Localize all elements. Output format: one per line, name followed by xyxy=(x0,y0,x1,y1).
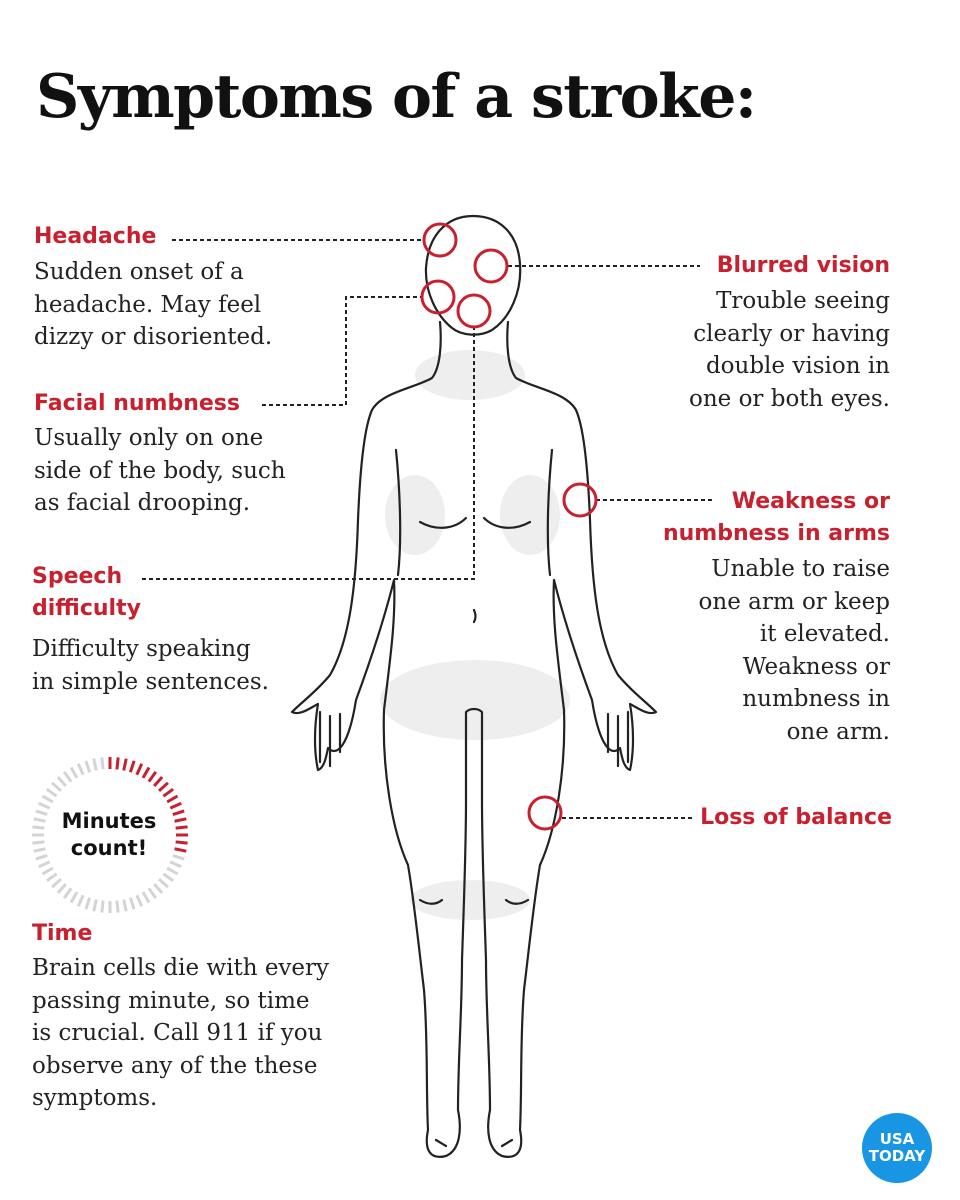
desc-line: Difficulty speaking xyxy=(32,636,251,662)
desc-line: Sudden onset of a xyxy=(34,259,244,285)
desc-line: Usually only on one xyxy=(34,425,264,451)
clock-tick xyxy=(39,862,50,867)
desc-line: as facial drooping. xyxy=(34,490,251,516)
clock-tick xyxy=(58,777,66,786)
clock-tick xyxy=(117,901,118,913)
clock-tick xyxy=(94,759,96,771)
time-description xyxy=(32,952,329,1115)
clock-tick xyxy=(102,757,103,769)
clock-tick xyxy=(154,777,162,786)
logo-line: USA xyxy=(879,1130,915,1148)
blurred-vision-marker xyxy=(475,250,507,282)
desc-line: in simple sentences. xyxy=(32,668,269,695)
clock-tick xyxy=(137,764,142,775)
desc-line: is crucial. Call 911 if you xyxy=(32,1020,323,1046)
desc-line: observe any of the these xyxy=(32,1052,318,1079)
desc-line: symptoms. xyxy=(32,1085,158,1111)
facial-numbness-marker xyxy=(422,281,454,313)
clock-tick xyxy=(86,761,90,772)
clock-tick xyxy=(71,767,77,777)
arm-weakness-heading xyxy=(663,486,890,550)
desc-line: Unable to raise xyxy=(711,556,890,582)
headache-description xyxy=(34,256,272,354)
heading-line: Weakness or xyxy=(731,489,890,514)
clock-tick xyxy=(170,862,181,867)
page-title: Symptoms of a stroke: xyxy=(36,62,756,132)
clock-tick xyxy=(42,868,52,874)
clock-tick xyxy=(52,879,61,887)
facial-numbness-heading: Facial numbness xyxy=(34,391,240,416)
clock-tick xyxy=(42,796,52,802)
clock-tick xyxy=(64,772,71,782)
clock-tick xyxy=(143,892,149,902)
desc-line: Trouble seeing xyxy=(716,288,890,314)
minutes-count-label xyxy=(38,808,180,862)
arm-weakness-description xyxy=(699,553,890,748)
clock-tick xyxy=(58,884,66,893)
clock-tick xyxy=(137,895,142,906)
heading-line: Speech xyxy=(32,564,123,589)
desc-line: one or both eyes. xyxy=(688,385,890,412)
desc-line: headache. May feel xyxy=(34,291,262,318)
facial-numbness-leader xyxy=(262,297,422,405)
clock-tick xyxy=(149,772,156,782)
clock-tick xyxy=(159,783,168,791)
speech-difficulty-heading xyxy=(32,561,141,625)
clock-tick xyxy=(143,767,149,777)
clock-line: Minutes xyxy=(61,809,157,833)
clock-tick xyxy=(78,764,83,775)
clock-tick xyxy=(167,796,177,802)
clock-tick xyxy=(163,789,173,796)
clock-tick xyxy=(78,895,83,906)
loss-of-balance-heading: Loss of balance xyxy=(700,805,892,830)
clock-tick xyxy=(154,884,162,893)
clock-tick xyxy=(94,900,96,912)
clock-tick xyxy=(64,888,71,898)
arms-marker xyxy=(564,484,596,516)
clock-tick xyxy=(47,874,57,881)
clock-tick xyxy=(130,898,134,909)
desc-line: one arm. xyxy=(786,718,890,745)
clock-tick xyxy=(117,757,118,769)
desc-line: side of the body, such xyxy=(34,457,286,484)
facial-numbness-description xyxy=(34,422,286,520)
heading-line: numbness in arms xyxy=(662,521,890,546)
desc-line: Weakness or xyxy=(742,653,890,680)
desc-line: numbness in xyxy=(742,686,890,712)
usa-today-logo xyxy=(862,1113,932,1183)
clock-tick xyxy=(52,783,61,791)
desc-line: dizzy or disoriented. xyxy=(34,324,273,350)
time-heading: Time xyxy=(32,921,93,946)
desc-line: one arm or keep xyxy=(698,588,890,615)
clock-tick xyxy=(159,879,168,887)
blurred-vision-description xyxy=(689,285,890,415)
clock-tick xyxy=(167,868,177,874)
heading-line: difficulty xyxy=(32,596,141,621)
clock-line: count! xyxy=(70,836,148,860)
clock-tick xyxy=(71,892,77,902)
clock-tick xyxy=(149,888,156,898)
clock-tick xyxy=(47,789,57,796)
clock-tick xyxy=(102,901,103,913)
body-shading xyxy=(380,350,570,920)
desc-line: passing minute, so time xyxy=(32,987,310,1014)
headache-heading: Headache xyxy=(34,224,157,249)
desc-line: double vision in xyxy=(705,353,890,379)
desc-line: Brain cells die with every xyxy=(32,955,330,981)
desc-line: it elevated. xyxy=(759,621,890,647)
blurred-vision-heading: Blurred vision xyxy=(716,253,890,278)
clock-tick xyxy=(163,874,173,881)
speech-difficulty-description xyxy=(32,633,269,698)
logo-line: TODAY xyxy=(868,1147,926,1165)
clock-tick xyxy=(130,761,134,772)
clock-tick xyxy=(124,759,126,771)
clock-tick xyxy=(124,900,126,912)
clock-tick xyxy=(86,898,90,909)
speech-marker xyxy=(458,295,490,327)
desc-line: clearly or having xyxy=(693,320,890,347)
